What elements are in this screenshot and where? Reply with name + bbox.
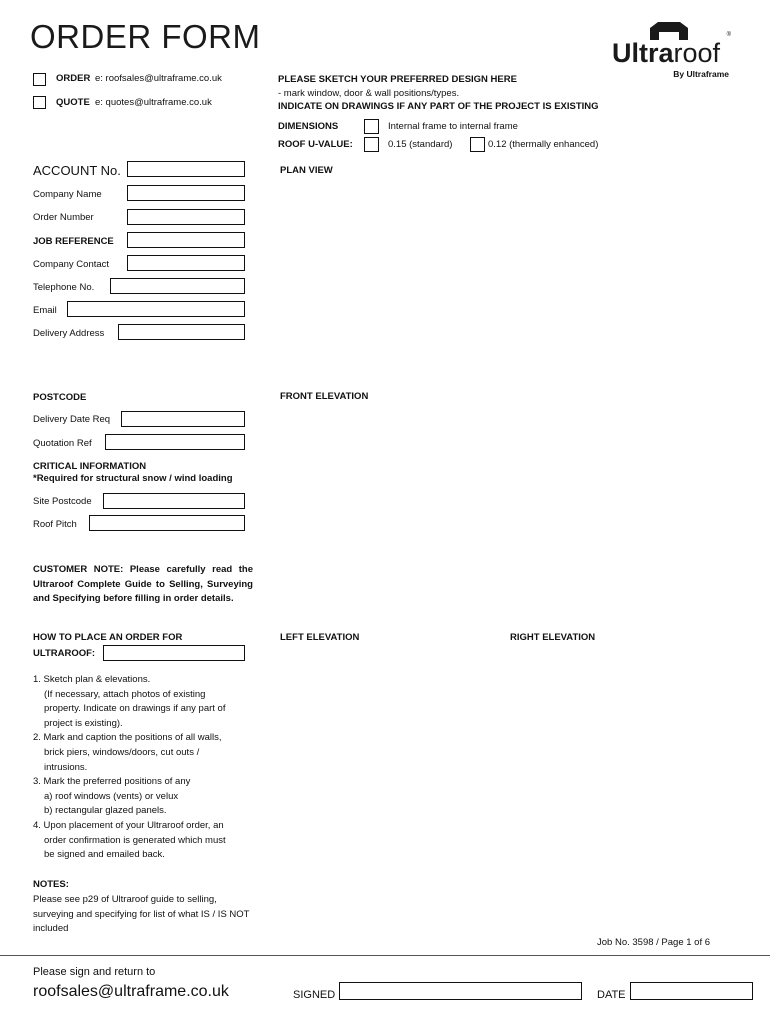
job-page-info: Job No. 3598 / Page 1 of 6 <box>597 937 711 948</box>
account-no-label: ACCOUNT No. <box>33 163 121 178</box>
logo-brand-light: roof <box>673 38 721 68</box>
critical-info-heading: CRITICAL INFORMATION <box>33 461 147 472</box>
dimensions-label: DIMENSIONS <box>278 121 339 132</box>
registered-mark: ® <box>726 32 731 38</box>
sketch-subheading: - mark window, door & wall positions/types. <box>278 88 460 99</box>
quote-label: QUOTE <box>56 97 90 108</box>
order-number-field[interactable] <box>127 209 245 225</box>
email-label: Email <box>33 305 57 316</box>
uvalue-standard-checkbox[interactable] <box>364 137 379 152</box>
roof-logo-icon <box>648 20 690 40</box>
date-label: DATE <box>597 989 626 1001</box>
notes-heading: NOTES: <box>33 879 69 890</box>
left-elevation-label: LEFT ELEVATION <box>280 632 360 643</box>
ultraroof-logo <box>612 20 732 82</box>
step-3-line: b) rectangular glazed panels. <box>44 805 167 817</box>
job-reference-label: JOB REFERENCE <box>33 236 114 247</box>
page-title: ORDER FORM <box>30 18 261 55</box>
existing-note: INDICATE ON DRAWINGS IF ANY PART OF THE PROJECT IS EXISTING <box>278 101 599 112</box>
roof-pitch-field[interactable] <box>89 515 245 531</box>
job-reference-field[interactable] <box>127 232 245 248</box>
how-to-heading: HOW TO PLACE AN ORDER FOR <box>33 632 183 643</box>
step-1-line: property. Indicate on drawings if any part of <box>44 703 226 715</box>
quotation-ref-field[interactable] <box>105 434 245 450</box>
order-number-label: Order Number <box>33 212 94 223</box>
step-2-line: brick piers, windows/doors, cut outs / <box>44 746 200 758</box>
step-3: 3. Mark the preferred positions of any <box>33 776 191 788</box>
step-4-line: order confirmation is generated which must <box>44 834 226 846</box>
step-2: 2. Mark and caption the positions of all walls, <box>33 732 222 744</box>
company-contact-label: Company Contact <box>33 259 110 270</box>
step-1-line: project is existing). <box>44 717 123 729</box>
customer-note: CUSTOMER NOTE: Please carefully read the Ultraroof Complete Guide to Selling, Surveying and Specifying before filling in order details. <box>33 564 253 605</box>
step-2-line: intrusions. <box>44 761 88 773</box>
quote-checkbox[interactable] <box>33 96 46 109</box>
logo-brand-bold: Ultra <box>612 38 674 68</box>
delivery-date-label: Delivery Date Req <box>33 414 111 425</box>
dimensions-checkbox[interactable] <box>364 119 379 134</box>
uvalue-standard-label: 0.15 (standard) <box>388 139 453 150</box>
step-1-line: (If necessary, attach photos of existing <box>44 688 206 700</box>
company-contact-field[interactable] <box>127 255 245 271</box>
signature-field[interactable] <box>339 982 582 1000</box>
right-elevation-label: RIGHT ELEVATION <box>510 632 596 643</box>
logo-subtitle: By Ultraframe <box>673 69 729 79</box>
quotation-ref-label: Quotation Ref <box>33 438 92 449</box>
signed-label: SIGNED <box>293 989 336 1001</box>
telephone-field[interactable] <box>110 278 245 294</box>
delivery-date-field[interactable] <box>121 411 245 427</box>
site-postcode-field[interactable] <box>103 493 245 509</box>
plan-view-label: PLAN VIEW <box>280 165 333 176</box>
critical-info-sub: *Required for structural snow / wind loading <box>33 473 233 484</box>
company-name-field[interactable] <box>127 185 245 201</box>
email-field[interactable] <box>67 301 245 317</box>
uvalue-label: ROOF U-VALUE: <box>278 139 353 150</box>
notes-text: Please see p29 of Ultraroof guide to selling, surveying and specifying for list of what IS / IS NOT included <box>33 894 250 935</box>
telephone-label: Telephone No. <box>33 282 95 293</box>
step-4-line: be signed and emailed back. <box>44 849 165 861</box>
front-elevation-label: FRONT ELEVATION <box>280 391 369 402</box>
uvalue-enhanced-label: 0.12 (thermally enhanced) <box>488 139 599 150</box>
footer-divider <box>0 955 770 956</box>
sketch-heading: PLEASE SKETCH YOUR PREFERRED DESIGN HERE <box>278 74 517 85</box>
ultraroof-order-field[interactable] <box>103 645 245 661</box>
order-email: e: roofsales@ultraframe.co.uk <box>95 73 222 84</box>
order-label: ORDER <box>56 73 91 84</box>
date-field[interactable] <box>630 982 753 1000</box>
uvalue-enhanced-checkbox[interactable] <box>470 137 485 152</box>
postcode-label: POSTCODE <box>33 392 87 403</box>
quote-email: e: quotes@ultraframe.co.uk <box>95 97 212 108</box>
logo-wordmark <box>612 38 720 68</box>
dimensions-option: Internal frame to internal frame <box>388 121 518 132</box>
sign-return-label: Please sign and return to <box>33 966 156 978</box>
company-name-label: Company Name <box>33 189 102 200</box>
step-1: 1. Sketch plan & elevations. <box>33 674 151 685</box>
delivery-address-label: Delivery Address <box>33 328 105 339</box>
return-email: roofsales@ultraframe.co.uk <box>33 983 229 1000</box>
step-4: 4. Upon placement of your Ultraroof order, an <box>33 819 224 831</box>
step-3-line: a) roof windows (vents) or velux <box>44 790 179 802</box>
delivery-address-field[interactable] <box>118 324 245 340</box>
roof-pitch-label: Roof Pitch <box>33 519 77 530</box>
account-no-field[interactable] <box>127 161 245 177</box>
order-steps <box>33 673 226 863</box>
order-checkbox[interactable] <box>33 73 46 86</box>
site-postcode-label: Site Postcode <box>33 496 92 507</box>
how-to-heading-2: ULTRAROOF: <box>33 648 96 659</box>
